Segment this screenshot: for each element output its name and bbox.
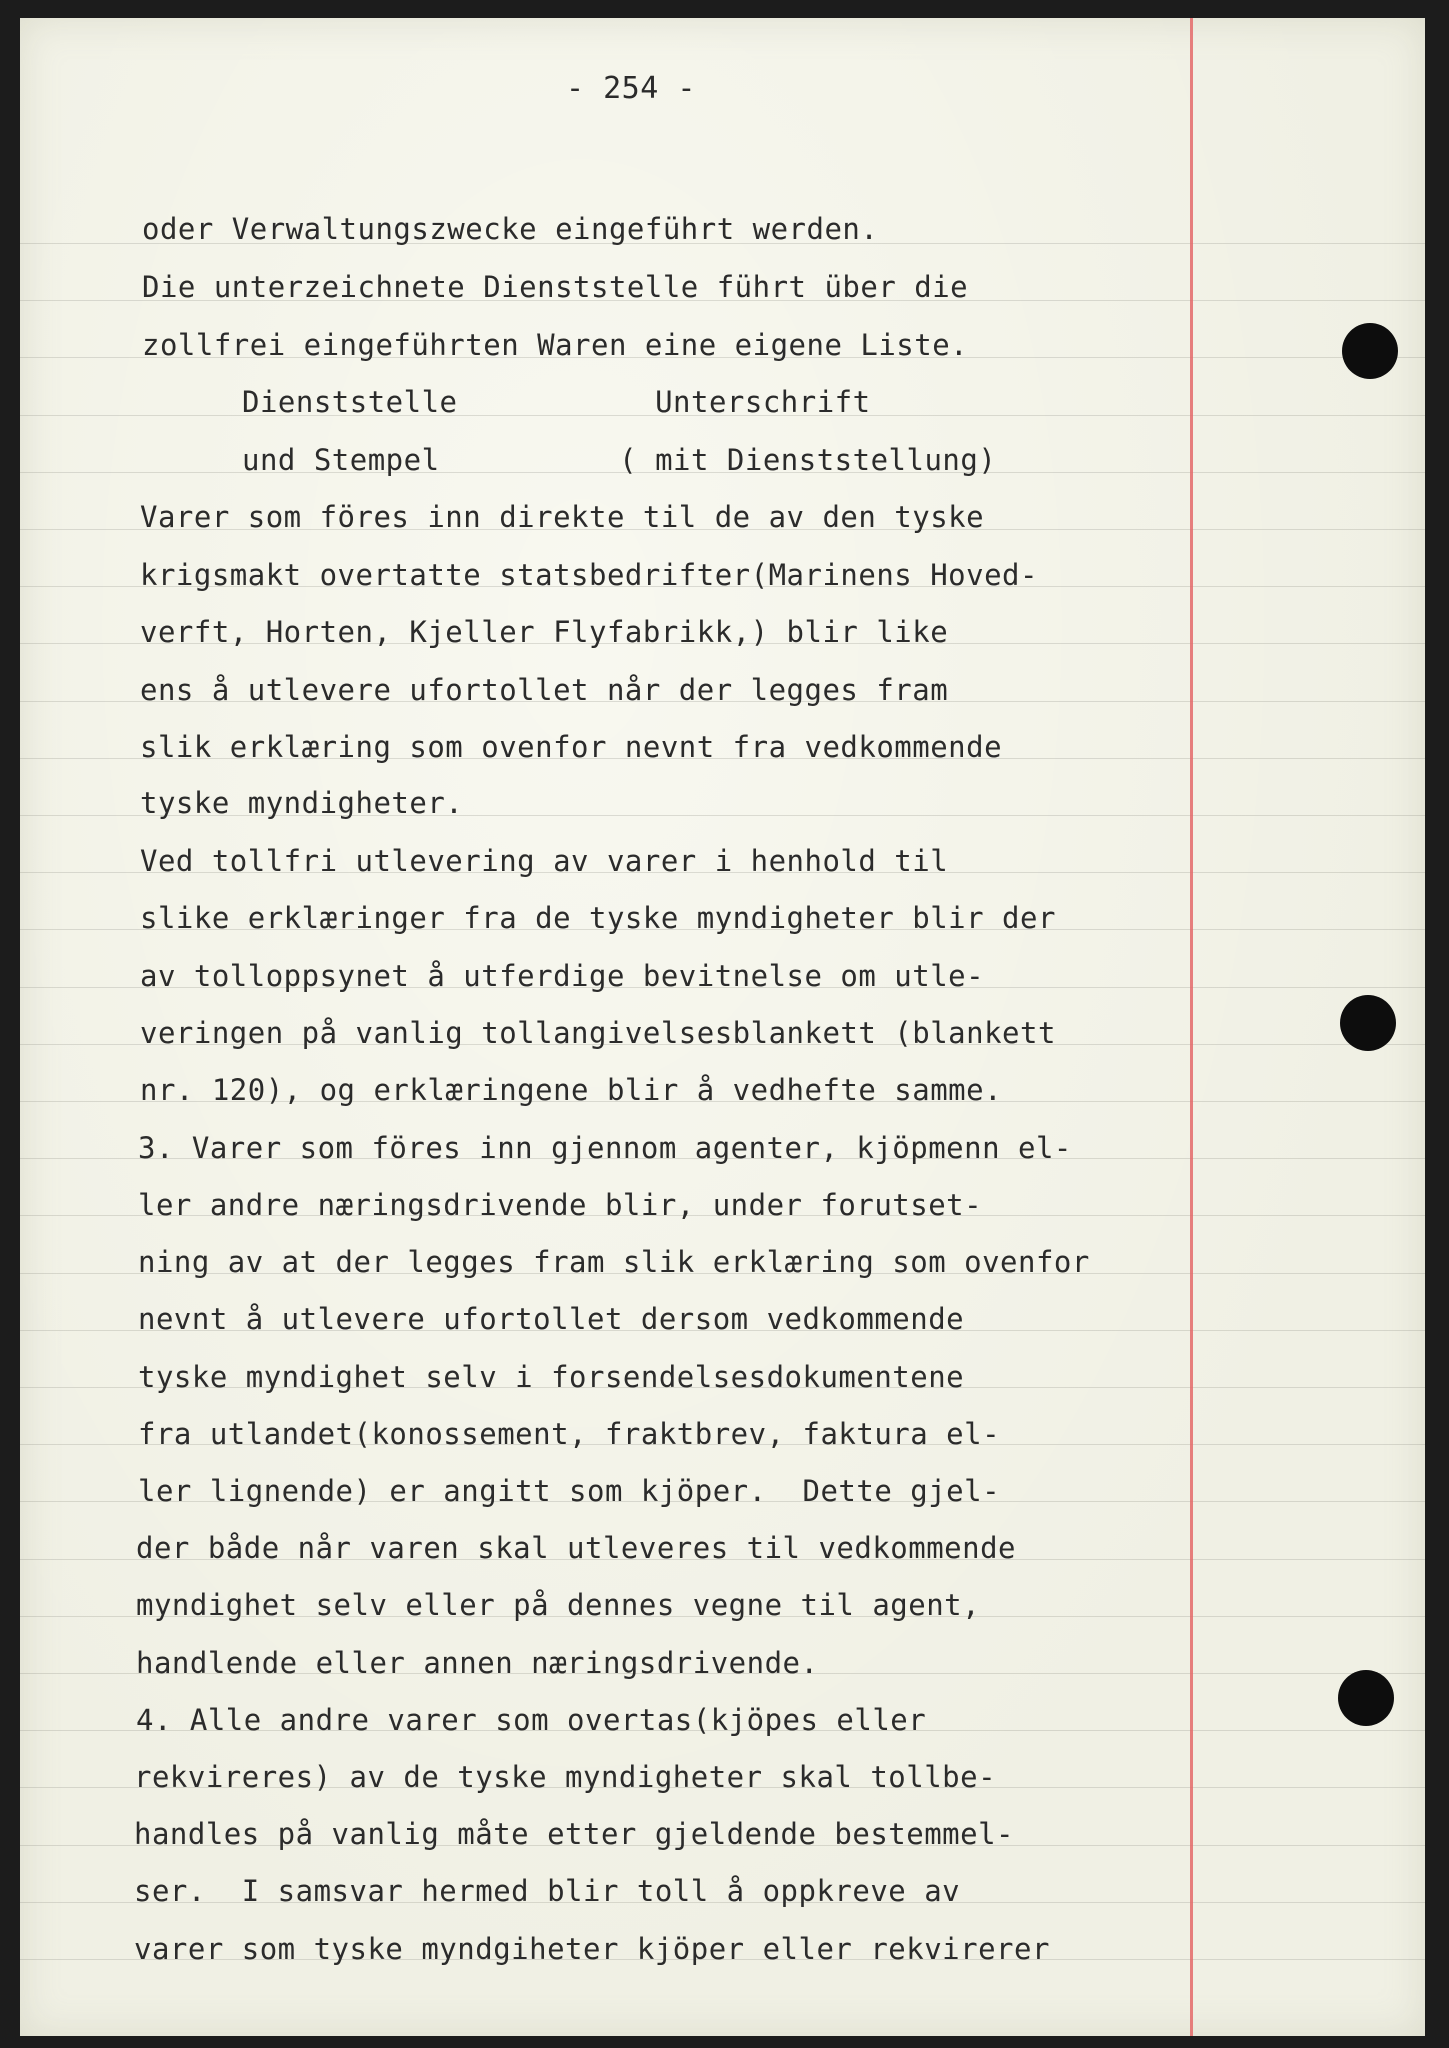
text-line: tyske myndighet selv i forsendelsesdokumentene [138, 1360, 965, 1394]
text-line: ens å utlevere ufortollet når der legges fram [140, 673, 949, 707]
text-line: zollfrei eingeführten Waren eine eigene Liste. [142, 328, 969, 362]
page-number: - 254 - [566, 71, 696, 106]
text-line: handles på vanlig måte etter gjeldende bestemmel- [134, 1817, 1015, 1851]
text-line: 4. Alle andre varer som overtas(kjöpes eller [136, 1703, 927, 1737]
text-line: Ved tollfri utlevering av varer i henhold til [140, 844, 949, 878]
text-line: Dienststelle Unterschrift [242, 385, 871, 419]
text-line: ler andre næringsdrivende blir, under forutset- [138, 1188, 983, 1222]
text-line: veringen på vanlig tollangivelsesblankett (blankett [140, 1016, 1056, 1050]
text-line: fra utlandet(konossement, fraktbrev, faktura el- [138, 1417, 1001, 1451]
text-line: myndighet selv eller på dennes vegne til agent, [136, 1588, 981, 1622]
paper-sheet [20, 18, 1425, 2036]
margin-rule [1190, 18, 1193, 2036]
text-line: und Stempel ( mit Dienststellung) [242, 443, 997, 477]
text-line: varer som tyske myndgiheter kjöper eller rekvirerer [134, 1932, 1050, 1966]
text-line: der både når varen skal utleveres til vedkommende [136, 1531, 1017, 1565]
text-line: rekvireres) av de tyske myndigheter skal tollbe- [134, 1760, 997, 1794]
text-line: Die unterzeichnete Dienststelle führt über die [142, 270, 969, 304]
text-line: av tolloppsynet å utferdige bevitnelse om utle- [140, 959, 985, 993]
text-line: krigsmakt overtatte statsbedrifter(Marinens Hoved- [140, 558, 1038, 592]
text-line: ning av at der legges fram slik erklæring som ovenfor [138, 1245, 1090, 1279]
text-line: slike erklæringer fra de tyske myndigheter blir der [140, 901, 1056, 935]
punch-hole-bottom [1338, 1670, 1394, 1726]
punch-hole-middle [1340, 995, 1396, 1051]
text-line: nr. 120), og erklæringene blir å vedhefte samme. [140, 1073, 1003, 1107]
text-line: 3. Varer som föres inn gjennom agenter, kjöpmenn el- [138, 1131, 1072, 1165]
text-line: tyske myndigheter. [140, 786, 464, 820]
text-line: slik erklæring som ovenfor nevnt fra vedkommende [140, 730, 1003, 764]
text-line: verft, Horten, Kjeller Flyfabrikk,) blir like [140, 615, 949, 649]
text-line: nevnt å utlevere ufortollet dersom vedkommende [138, 1302, 965, 1336]
text-line: ler lignende) er angitt som kjöper. Dette gjel- [138, 1474, 1001, 1508]
text-line: Varer som föres inn direkte til de av den tyske [140, 500, 985, 534]
text-line: handlende eller annen næringsdrivende. [136, 1646, 819, 1680]
text-line: ser. I samsvar hermed blir toll å oppkreve av [134, 1874, 961, 1908]
text-line: oder Verwaltungszwecke eingeführt werden. [142, 212, 879, 246]
punch-hole-top [1342, 323, 1398, 379]
